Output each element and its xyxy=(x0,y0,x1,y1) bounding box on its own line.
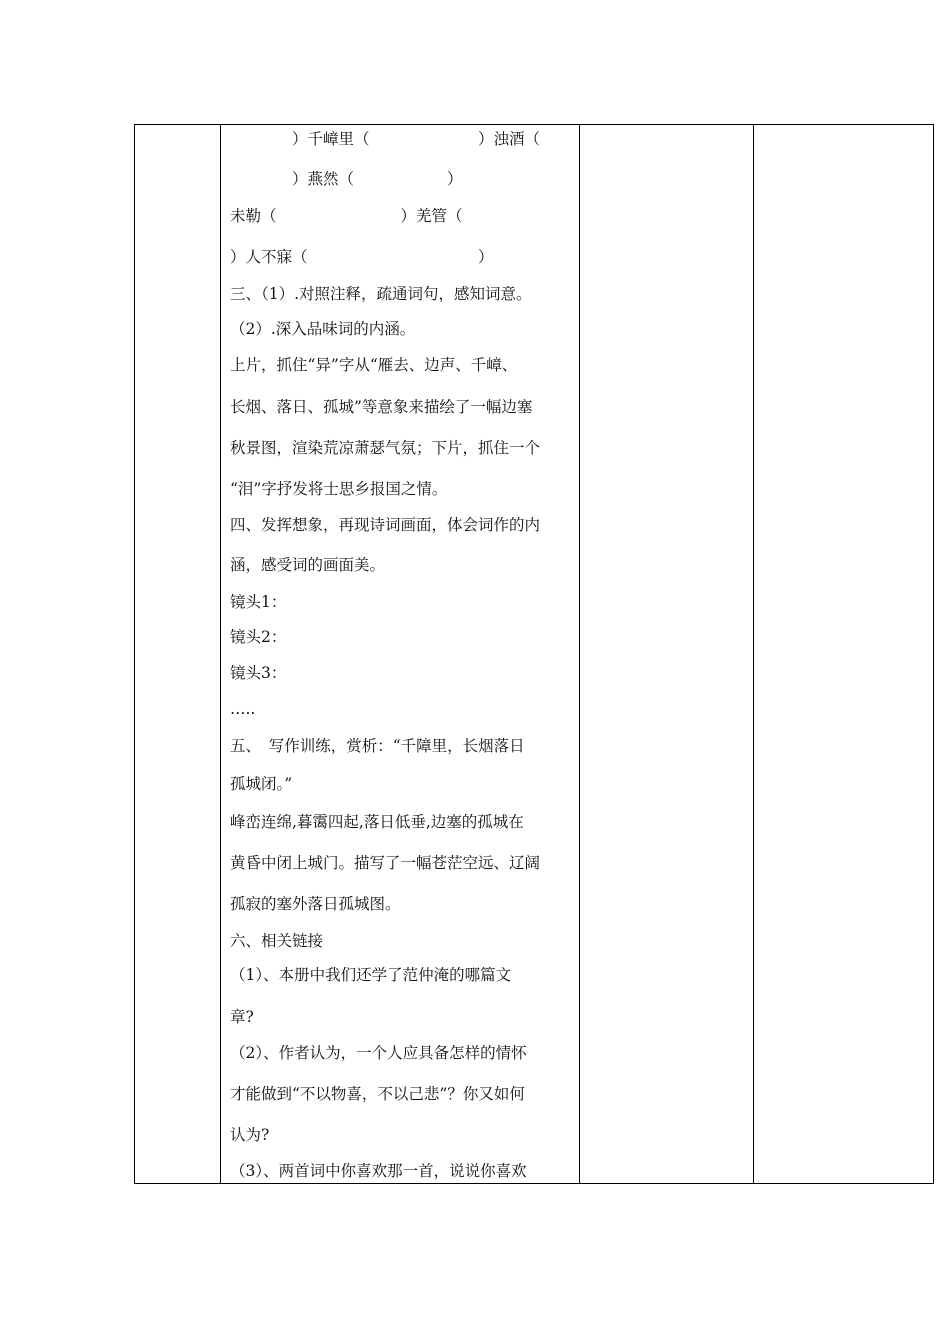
text-line: “泪”字抒发将士思乡报国之情。 xyxy=(230,480,448,498)
text-line: （1）、本册中我们还学了范仲淹的哪篇文 xyxy=(230,966,512,984)
text-line: ）人不寐（ ） xyxy=(230,248,494,266)
text-line: 孤城闭。” xyxy=(230,775,293,793)
text-line: 秋景图，渲染荒凉萧瑟气氛；下片，抓住一个 xyxy=(230,439,541,457)
text-line: 镜头2： xyxy=(230,628,287,646)
text-line: 五、 写作训练，赏析：“千障里，长烟落日 xyxy=(230,737,525,755)
text-line: （3）、两首词中你喜欢那一首，说说你喜欢 xyxy=(230,1162,527,1180)
text-line: 峰峦连绵,暮霭四起,落日低垂,边塞的孤城在 xyxy=(230,813,524,831)
text-line: ）燕然（ ） xyxy=(230,170,463,188)
lesson-table xyxy=(134,124,934,1184)
text-line: 上片，抓住“异”字从“雁去、边声、千嶂、 xyxy=(230,356,518,374)
text-line: 才能做到“不以物喜，不以己悲”？你又如何 xyxy=(230,1085,525,1103)
text-line: 镜头3： xyxy=(230,664,287,682)
column-divider xyxy=(753,125,754,1183)
text-line: 章? xyxy=(230,1008,254,1026)
text-line: 三、（1）.对照注释，疏通词句，感知词意。 xyxy=(230,285,532,303)
text-line: 认为? xyxy=(230,1126,270,1144)
text-line: （2）、作者认为，一个人应具备怎样的情怀 xyxy=(230,1044,527,1062)
text-line: 长烟、落日、孤城”等意象来描绘了一幅边塞 xyxy=(230,398,533,416)
column-divider xyxy=(579,125,580,1183)
text-line: （2）.深入品味词的内涵。 xyxy=(230,320,416,338)
text-line: 涵，感受词的画面美。 xyxy=(230,556,386,574)
text-line: ….. xyxy=(230,700,256,718)
text-line: ）千嶂里（ ）浊酒（ xyxy=(230,130,541,148)
text-line: 黄昏中闭上城门。描写了一幅苍茫空远、辽阔 xyxy=(230,854,541,872)
text-line: 镜头1： xyxy=(230,593,287,611)
text-line: 未勒（ ）羌管（ xyxy=(230,207,463,225)
column-divider xyxy=(220,125,221,1183)
text-line: 孤寂的塞外落日孤城图。 xyxy=(230,895,401,913)
text-line: 四、发挥想象，再现诗词画面，体会词作的内 xyxy=(230,516,541,534)
text-line: 六、相关链接 xyxy=(230,932,324,950)
